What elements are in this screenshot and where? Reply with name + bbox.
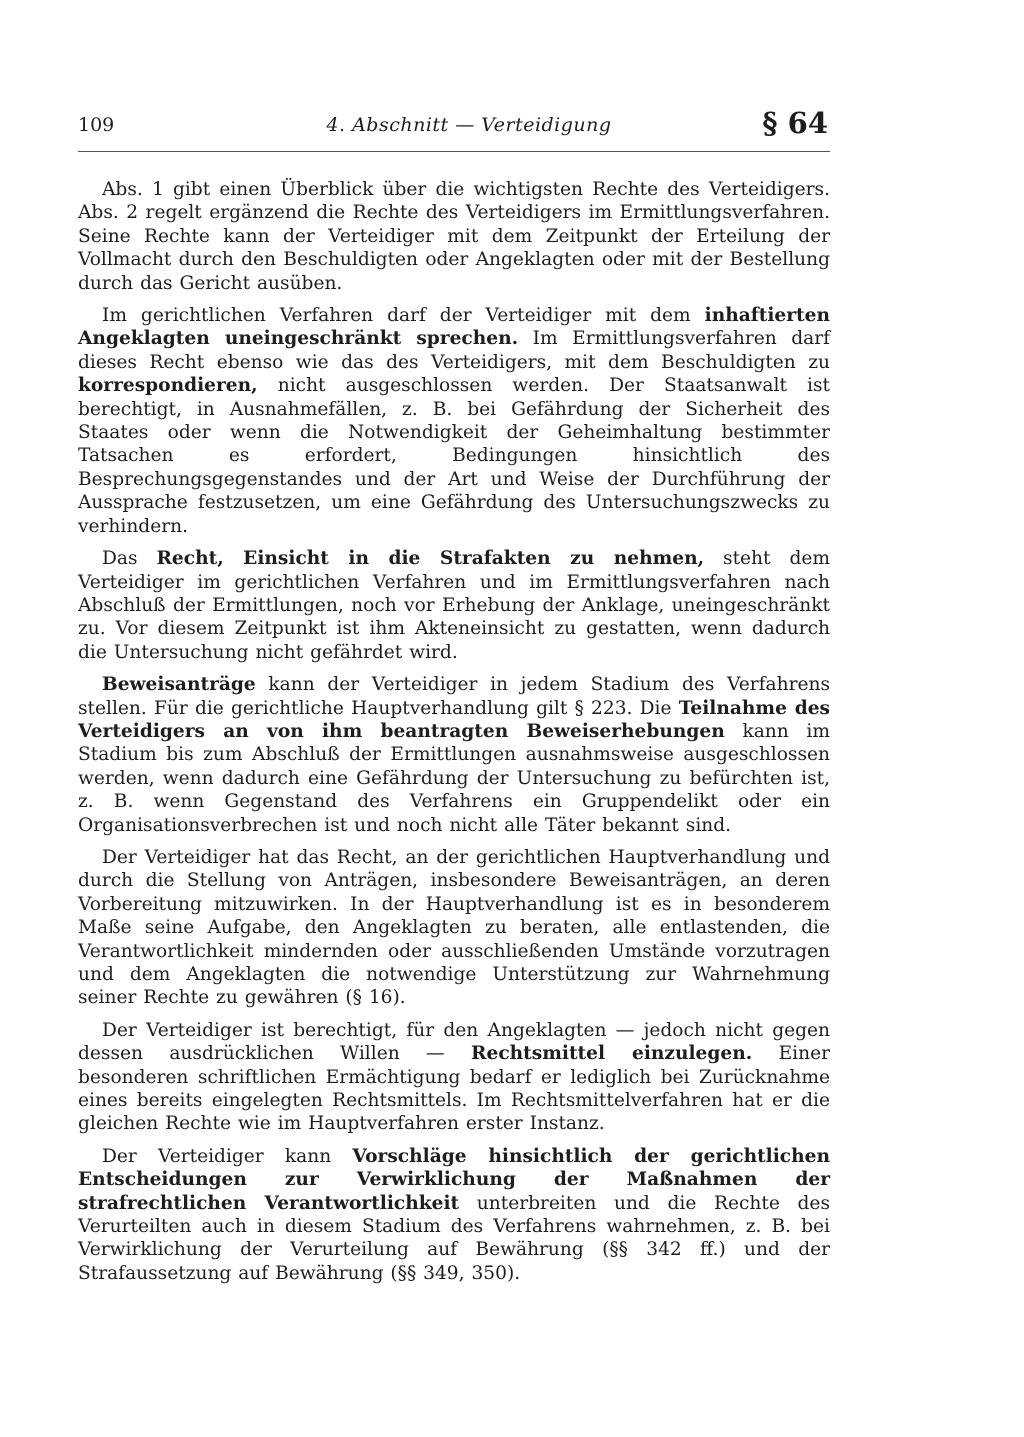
text-run: steht dem Verteidiger im gerichtlichen Verfahren und im Ermittlungsverfahren nach Abschluß der Ermittlungen, noch vor Erhebung der Anklage, uneingeschränkt zu. Vor diesem Zeitpunkt ist ihm Akteneinsicht zu gestatten, wenn dadurch die Untersuchung nicht gefährdet wird. (78, 548, 830, 663)
paragraph-1 (78, 178, 830, 295)
paragraph-2 (78, 304, 830, 538)
section-title: 4. Abschnitt — Verteidigung (326, 114, 612, 136)
bold-phrase: Beweisanträge (102, 674, 256, 696)
header-rule (78, 151, 830, 152)
text-run: Der Verteidiger kann (102, 1145, 353, 1167)
text-run: nicht ausgeschlossen werden. Der Staatsanwalt ist berechtigt, in Ausnahmefällen, z. B. bei Gefährdung der Sicherheit des Staates oder wenn die Notwendigkeit der Geheimhaltung bestimmter Tatsachen es erfordert, Bedingungen hinsichtlich des Besprechungsgegenstandes und der Art und Weise der Durchführung der Aussprache festzusetzen, um eine Gefährdung des Untersuchungszwecks zu verhindern. (78, 375, 830, 537)
bold-phrase: korrespondieren, (78, 375, 258, 397)
page-number: 109 (78, 114, 115, 136)
text-run: Der Verteidiger ist berechtigt, für den Angeklagten — jedoch nicht gegen dessen ausdrücklichen Willen — (78, 1019, 830, 1065)
text-run: Im gerichtlichen Verfahren darf der Verteidiger mit dem (102, 305, 705, 327)
text-run: Der Verteidiger hat das Recht, an der gerichtlichen Hauptverhandlung und durch die Stellung von Anträgen, insbesondere Beweisanträgen, an deren Vorbereitung mitzuwirken. In der Hauptverhandlung ist es in besonderem Maße seine Aufgabe, den Angeklagten zu beraten, alle entlastenden, die Verantwortlichkeit mindernden oder ausschließenden Umstände vorzutragen und dem Angeklagten die notwendige Unterstützung zur Wahrnehmung seiner Rechte zu gewähren (§ 16). (78, 846, 830, 1009)
text-run: unterbreiten und die Rechte des Verurteilten auch in diesem Stadium des Verfahrens wahrnehmen, z. B. bei Verwirklichung der Verurteilung auf Bewährung (§§ 342 ff.) und der Strafaussetzung auf Bewährung (§§ 349, 350). (78, 1192, 830, 1284)
bold-phrase: Recht, Einsicht in die Strafakten zu nehmen, (156, 548, 705, 570)
paragraph-6 (78, 1019, 830, 1136)
bold-phrase: Teilnahme des Verteidigers an von ihm beantragten Beweiserhebungen (78, 697, 830, 742)
bold-phrase: Vorschläge hinsichtlich der gerichtlichen Entscheidungen zur Verwirklichung der Maßnahmen der strafrechtlichen Verantwortlichkeit (78, 1145, 830, 1214)
paragraph-mark: § 64 (762, 106, 828, 140)
body-text (78, 178, 830, 1294)
paragraph-4 (78, 673, 830, 837)
paragraph-3 (78, 547, 830, 664)
text-run: Das (102, 548, 157, 570)
page-header (78, 106, 830, 146)
text-run: kann im Stadium bis zum Abschluß der Ermittlungen ausnahmsweise ausgeschlossen werden, wenn dadurch eine Gefährdung der Untersuchung zu befürchten ist, z. B. wenn Gegenstand des Verfahrens ein Gruppendelikt oder ein Organisationsverbrechen ist und noch nicht alle Täter bekannt sind. (78, 720, 830, 836)
text-run: Einer besonderen schriftlichen Ermächtigung bedarf er lediglich bei Zurücknahme eines bereits eingelegten Rechtsmittels. Im Rechtsmittelverfahren hat er die gleichen Rechte wie im Hauptverfahren erster Instanz. (78, 1043, 830, 1135)
text-run: kann der Verteidiger in jedem Stadium des Verfahrens stellen. Für die gerichtliche Hauptverhandlung gilt § 223. Die (78, 674, 830, 719)
paragraph-5 (78, 846, 830, 1010)
bold-phrase: inhaftierten Angeklagten uneingeschränkt sprechen. (78, 305, 830, 350)
bold-phrase: Rechtsmittel einzulegen. (471, 1043, 753, 1065)
paragraph-7 (78, 1145, 830, 1285)
text-run: Abs. 1 gibt einen Überblick über die wichtigsten Rechte des Verteidigers. Abs. 2 regelt ergänzend die Rechte des Verteidigers im Ermittlungsverfahren. Seine Rechte kann der Verteidiger mit dem Zeitpunkt der Erteilung der Vollmacht durch den Beschuldigten oder Angeklagten oder mit der Bestellung durch das Gericht ausüben. (78, 179, 830, 294)
text-run: Im Ermittlungsverfahren darf dieses Recht ebenso wie das des Verteidigers, mit dem Beschuldigten zu (78, 328, 831, 373)
